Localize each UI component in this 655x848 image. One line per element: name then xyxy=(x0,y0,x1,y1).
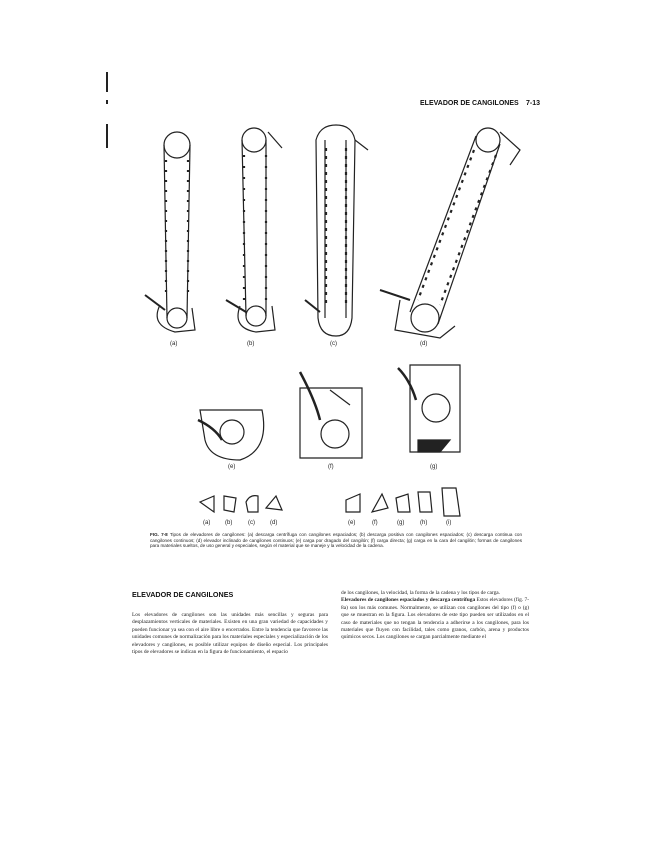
right-subtitle: Elevadores de cangilones espaciados y descarga centrífuga xyxy=(341,597,476,604)
shape-label-i: (i) xyxy=(446,520,452,526)
shape-label-d: (d) xyxy=(270,520,278,526)
bucket-shapes-left xyxy=(200,496,282,512)
bucket-shapes-right xyxy=(346,488,460,516)
shape-label-c: (c) xyxy=(248,520,255,526)
left-paragraph: Los elevadores de cangilones son las unidades más sencillas y seguras para desplazamientos verticales de materiales. Existen en una gran variedad de capacidades y pueden funcionar ya sea con el aire libre o encerrados. Entre la tendencia que favorece las unidades comunes de normalización para los materiales especiales y especialización de los elevadores y cangilones, es posible utilizar equipos de diseño especial. Los principales tipos de elevadores se indican en la figura de funcionamiento, el espacio xyxy=(132,612,328,656)
page-number: 7-13 xyxy=(525,100,540,107)
figure-label-g: (g) xyxy=(430,464,438,470)
shape-label-a: (a) xyxy=(203,520,211,526)
caption-lead: FIG. 7-8 xyxy=(150,532,168,537)
figure-label-d: (d) xyxy=(420,341,428,347)
shape-label-g: (g) xyxy=(397,520,405,526)
caption-text: Tipos de elevadores de cangilones: (a) descarga centrífuga con cangilones espaciados; (b) descarga positiva con cangilones espaciados; (c) descarga continua con cangilones continuos; (d) elevador inclinado de cangilones continuos; (e) carga por dragado del cangilón; (f) carga directa; (g) carga en la cara del cangilón; formas de cangilones para materiales sueltos, de uso general y especiales, según el material que se maneje y la velocidad de la cadena. xyxy=(150,532,522,549)
elevator-diagram-d xyxy=(380,128,520,338)
loading-diagram-f xyxy=(300,372,362,458)
elevator-diagram-b xyxy=(226,128,282,332)
section-title: ELEVADOR DE CANGILONES xyxy=(132,590,234,599)
right-paragraph: Estos elevadores (fig. 7-8a) son los más comunes. Normalmente, se utilizan con cangilones del tipo (f) o (g) que se muestran en la figura. Los elevadores de este tipo pueden ser utilizados en el caso de materiales que no tengan la tendencia a adherirse a los cangilones, para los materiales que fluyen con facilidad, tales como granos, carbón, arena y productos químicos secos. Los cangilones se cargan parcialmente mediante el xyxy=(341,597,529,641)
figure-label-b: (b) xyxy=(247,341,255,347)
figure-label-f: (f) xyxy=(328,464,334,470)
loading-diagram-e xyxy=(198,410,264,460)
shape-label-e: (e) xyxy=(348,520,356,526)
bucket-marks xyxy=(166,148,496,308)
loading-diagram-g xyxy=(398,365,460,452)
shape-label-h: (h) xyxy=(420,520,428,526)
figure-label-c: (c) xyxy=(330,341,337,347)
figure-label-a: (a) xyxy=(170,341,178,347)
body-right-column xyxy=(341,590,529,642)
elevator-diagram-c xyxy=(305,125,368,336)
shape-label-f: (f) xyxy=(372,520,378,526)
right-paragraph-lead: de los cangilones, la velocidad, la forma de la cadena y los tipos de carga. xyxy=(341,590,501,596)
running-title: ELEVADOR DE CANGILONES xyxy=(420,100,519,107)
shape-label-b: (b) xyxy=(225,520,233,526)
figure-caption xyxy=(150,532,522,549)
body-left-column xyxy=(132,612,328,656)
figure-label-e: (e) xyxy=(228,464,236,470)
